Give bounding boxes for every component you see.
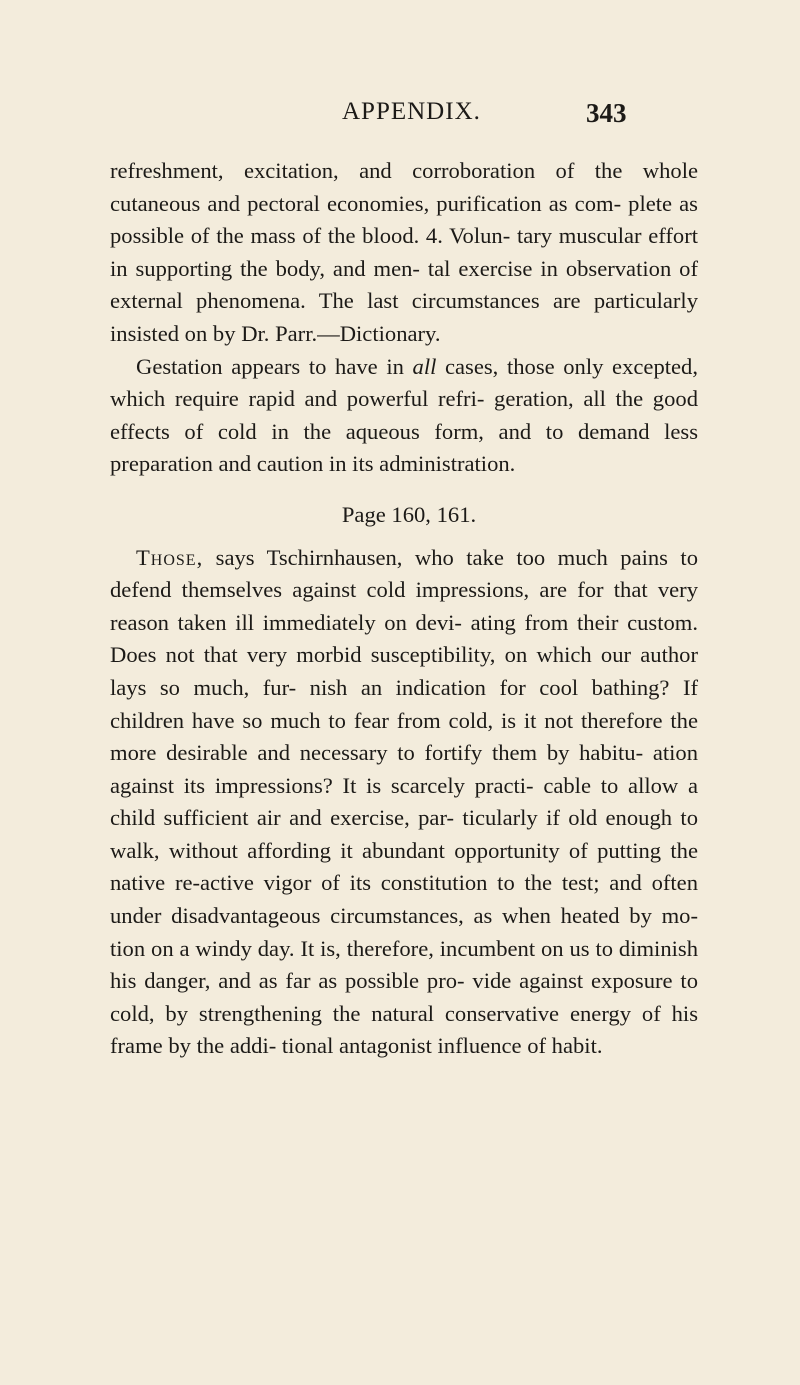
line: plete as possible of the mass of the blood. 4. Volun- xyxy=(110,190,698,249)
paragraph-section xyxy=(110,542,698,1064)
line: tary muscular effort in supporting the body, and men- xyxy=(110,223,698,281)
page-number: 343 xyxy=(586,98,627,128)
paragraph-gestation xyxy=(110,351,698,481)
body-text xyxy=(110,155,698,1063)
lead-word: Those, xyxy=(136,544,204,570)
line: cutaneous and pectoral economies, purification as com- xyxy=(110,190,622,216)
line: refreshment, excitation, and corroboration of the whole xyxy=(110,158,698,183)
line: The last circumstances are particularly insisted on by xyxy=(110,288,698,346)
italic-all: all xyxy=(412,353,437,379)
page-header xyxy=(0,98,800,138)
running-title: APPENDIX. xyxy=(342,98,481,125)
line: tal exercise in observation of external phenomena. xyxy=(110,255,698,314)
gestation-text-start: Gestation appears to have in xyxy=(136,353,413,379)
line: Dr. Parr.—Dictionary. xyxy=(241,320,441,346)
gestation-text-end: cases, those only excepted, which require rapid and powerful refri- geration, all the good effects of cold in the aqueous form, and to demand less preparation and caution in its administration. xyxy=(110,353,698,477)
section-text: says Tschirnhausen, who take too much pains to defend themselves against cold impressions, are for that very reason taken ill immediately on devi- ating from their custom. Does not that very morbid susceptibility, on which our author lays so much, fur- nish an indication for cool bathing? If children have so much to fear from cold, is it not therefore the more desirable and necessary to fortify them by habitu- ation against its impressions? It is scarcely practi- cable to allow a child sufficient air and exercise, par- ticularly if old enough to walk, without affording it abundant opportunity of putting the native re-active vigor of its constitution to the test; and often under disadvantageous circumstances, as when heated by mo- tion on a windy day. It is, therefore, incumbent on us to diminish his danger, and as far as possible pro- vide against exposure to cold, by strengthening the natural conservative energy of his frame by the addi- tional antagonist influence of habit. xyxy=(110,544,698,1059)
paragraph-continuation xyxy=(110,155,698,351)
section-heading: Page 160, 161. xyxy=(341,501,477,527)
